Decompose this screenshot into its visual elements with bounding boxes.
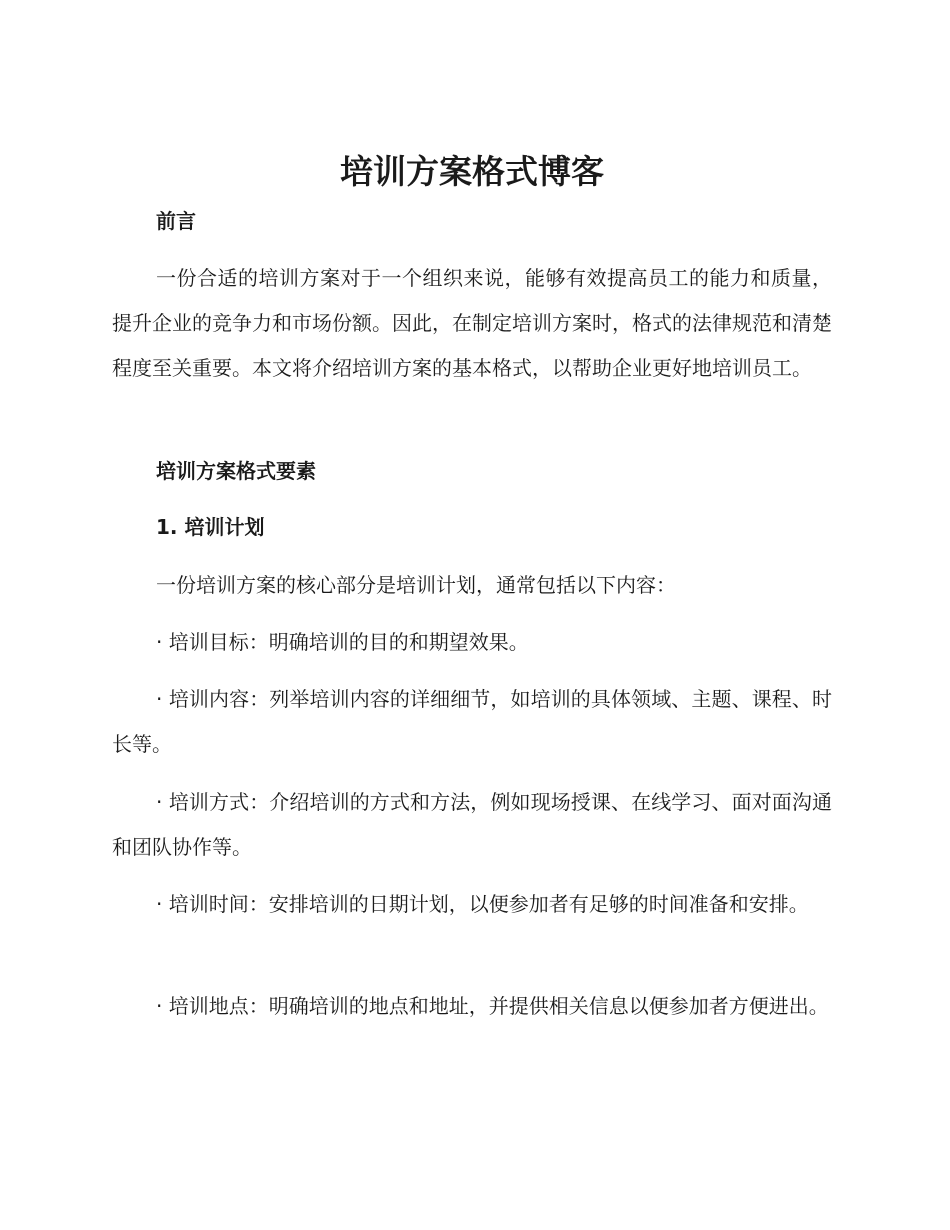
list-item-goal: · 培训目标：明确培训的目的和期望效果。: [156, 630, 529, 654]
plan-heading: 1. 培训计划: [156, 515, 265, 539]
document-title: 培训方案格式博客: [340, 152, 604, 191]
elements-heading: 培训方案格式要素: [156, 459, 316, 483]
preface-heading: 前言: [156, 209, 196, 233]
plan-intro-paragraph: 一份培训方案的核心部分是培训计划，通常包括以下内容：: [156, 573, 676, 597]
list-item-time: · 培训时间：安排培训的日期计划，以便参加者有足够的时间准备和安排。: [156, 892, 809, 916]
intro-paragraph: 一份合适的培训方案对于一个组织来说，能够有效提高员工的能力和质量，提升企业的竞争力和市场份额。因此，在制定培训方案时，格式的法律规范和清楚程度至关重要。本文将介绍培训方案的基本格式，以帮助企业更好地培训员工。: [112, 266, 832, 380]
list-item-location: · 培训地点：明确培训的地点和地址，并提供相关信息以便参加者方便进出。: [156, 994, 829, 1018]
list-item-method: · 培训方式：介绍培训的方式和方法，例如现场授课、在线学习、面对面沟通和团队协作等。: [112, 790, 832, 859]
list-item-content: · 培训内容：列举培训内容的详细细节，如培训的具体领域、主题、课程、时长等。: [112, 687, 832, 756]
